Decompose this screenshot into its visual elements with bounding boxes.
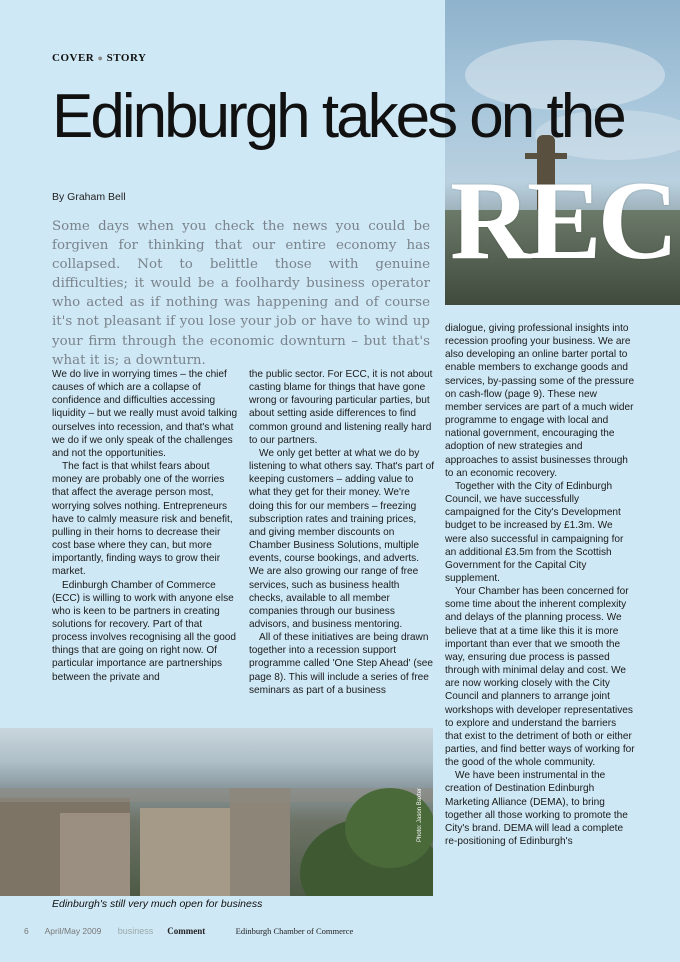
kicker-right: STORY: [106, 52, 147, 64]
paragraph: Edinburgh Chamber of Commerce (ECC) is willing to work with anyone else who is keen to be partners in creating solutions for recovery. Part of that process involves recognising all the good things that are going on right now. Of particular importance are partnerships between the private and: [52, 579, 237, 683]
paragraph: We do live in worrying times – the chief causes of which are a collapse of confidence and difficulties accessing liquidity – but we really must avoid talking ourselves into recession, and that's what we do if we only speak of the challenges and not the opportunities.: [52, 369, 238, 459]
headline: Edinburgh takes on the: [52, 82, 624, 151]
photo-credit: Photo: Jason Baxter: [417, 787, 423, 842]
body-column-3: [445, 322, 635, 848]
page-footer: [24, 926, 367, 936]
intro-paragraph: Some days when you check the news you could be forgiven for thinking that our entire economy has collapsed. Not to belittle those with genuine difficulties; it would be a foolhardy business operator who acted as if nothing was happening and of course it's not pleasant if you lose your job or have to wind up your firm through the economic downturn – but that's what it is; a downturn.: [52, 219, 430, 368]
paragraph: Your Chamber has been concerned for some time about the inherent complexity and delays of the planning process. We believe that at a time like this it is more important than ever that we smooth the way, ensuring due process is passed through with minimal delay and cost. We are now working closely with the City Council and planners to arrange joint workshops with developer representatives to explore and understand the barriers that exist to the detriment of both or either parties, and find better ways of working for the good of the whole community.: [445, 586, 635, 769]
section-kicker: [52, 52, 147, 64]
kicker-left: COVER: [52, 52, 95, 64]
body-column-2: [249, 368, 435, 697]
kicker-dot-icon: ●: [97, 53, 104, 63]
photo-caption: Edinburgh's still very much open for business: [52, 898, 263, 910]
body-column-1: [52, 368, 238, 684]
city-photo: [0, 728, 433, 896]
paragraph: We have been instrumental in the creation of Destination Edinburgh Marketing Alliance (DEMA), to bring together all those working to promote the City's brand. DEMA will lead a complete re-positioning of Edinburgh's: [445, 770, 628, 848]
paragraph: We only get better at what we do by listening to what others say. That's part of keeping customers – adding value to what they get for their money. We're doing this for our members – freezing subscription rates and training prices, and giving member discounts on Chamber Business Solutions, multiple events, course bookings, and adverts. We are also growing our range of free services, such as business health checks, available to all member companies through our business advisors, and business mentoring.: [249, 447, 435, 630]
paragraph: The fact is that whilst fears about money are probably one of the worries that affect the average person most, worrying solves nothing. Entrepreneurs have to calmly measure risk and benefit, pulling in their horns to decrease their cost base where they can, but more importantly, finding ways to grow their market.: [52, 461, 233, 578]
byline: By Graham Bell: [52, 191, 126, 203]
paragraph: All of these initiatives are being drawn together into a recession support programme called 'One Step Ahead' (see page 8). This will include a series of free seminars as part of a business: [249, 632, 433, 696]
brand-part-1: business: [117, 926, 154, 936]
page-number: 6: [24, 926, 29, 936]
paragraph: the public sector. For ECC, it is not about casting blame for things that have gone wrong or favouring particular parties, but about setting aside differences to find common ground and listening really hard to our partners.: [249, 369, 433, 446]
issue-date: April/May 2009: [44, 926, 102, 936]
paragraph: Together with the City of Edinburgh Council, we have successfully campaigned for the City's Development budget to be increased by £1.3m. We were also successful in campaigning for an additional £3.5m from the Scottish Government for the Capital City supplement.: [445, 480, 624, 584]
paragraph: dialogue, giving professional insights into recession proofing your business. We are also developing an online barter portal to enable members to exchange goods and services, by-passing some of the pressure on cash-flow (page 9). These new member services are part of a much wider programme to engage with local and national government, encouraging the adoption of new strategies and approaches to assist businesses through to an economic recovery.: [445, 323, 635, 479]
overlay-word: REC: [450, 159, 675, 283]
brand-part-2: Comment: [167, 926, 206, 936]
organisation-name: Edinburgh Chamber of Commerce: [235, 926, 354, 936]
